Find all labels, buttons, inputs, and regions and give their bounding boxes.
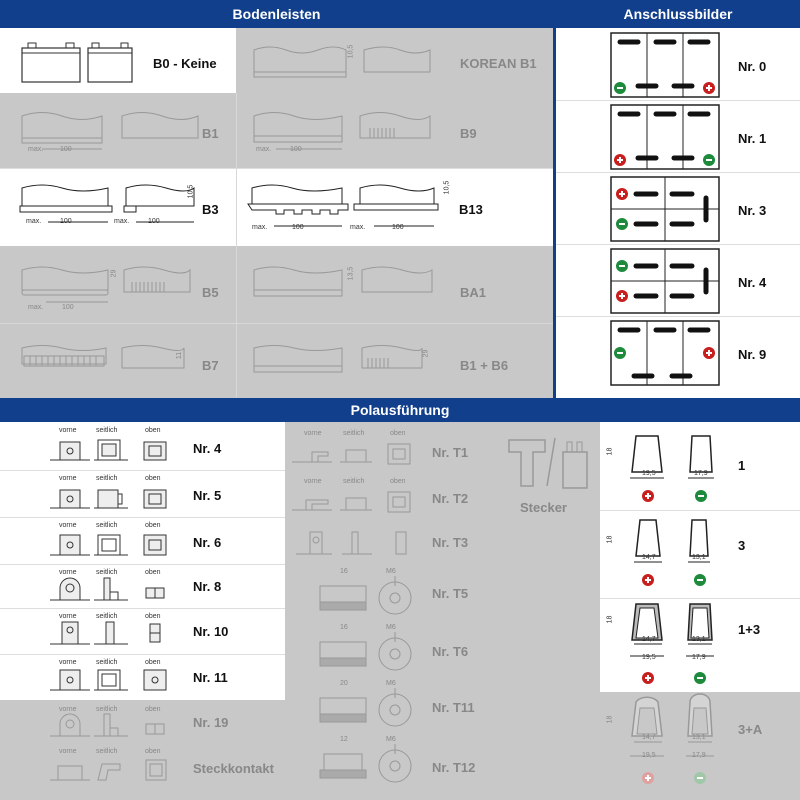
stecker-icon [505,436,595,496]
view-label-oben-steck: oben [145,748,161,755]
label-pol-left-nr4: Nr. 4 [193,441,222,456]
dim-ba1-13-5: 13,5 [347,266,355,281]
header-anschlussbilder: Anschlussbilder [556,0,800,28]
view-label-oben-t2: oben [390,478,406,485]
dim-t5-m6: M6 [386,568,396,575]
dim-b3-max-1: max. [26,218,42,225]
view-label-oben-11: oben [145,659,161,666]
view-label-vorne-8: vorne [59,569,77,576]
label-b13: B13 [459,202,483,217]
label-anschluss-1: Nr. 1 [738,131,767,146]
label-pol-left-nr11: Nr. 11 [193,670,228,685]
label-pol-t3: Nr. T3 [432,535,469,550]
dim-b13-max-2: max. [350,224,366,231]
battery-b5-drawing [18,260,198,315]
terminal-nr10-drawing [50,620,170,650]
label-pol-t12: Nr. T12 [432,760,476,775]
terminal-t6-drawing [300,632,430,682]
view-label-seitlich-8: seitlich [96,569,118,576]
column-divider [236,93,237,398]
view-label-seitlich-6: seitlich [96,522,118,529]
label-pol-left-nr8: Nr. 8 [193,579,222,594]
dim-b7-11: 11 [176,351,184,360]
label-pol-t2: Nr. T2 [432,491,469,506]
terminal-nr5-drawing [50,484,170,514]
view-label-oben-10: oben [145,613,161,620]
dim-b9-max: max. [256,146,272,153]
dim-r13-minus-inner: 13,1 [692,636,706,643]
view-label-seitlich-19: seitlich [96,706,118,713]
label-b0: B0 - Keine [153,56,217,71]
anschluss-separator-3 [556,244,800,245]
label-pole-3: 3 [738,538,746,553]
label-pol-left-nr6: Nr. 6 [193,535,222,550]
battery-b7-drawing [18,340,198,385]
label-b1-b6: B1 + B6 [460,358,509,373]
label-stecker: Stecker [520,500,567,515]
label-pol-t5: Nr. T5 [432,586,469,601]
connection-diagram-9 [610,320,720,386]
view-label-vorne-5: vorne [59,475,77,482]
dim-b13-max-1: max. [252,224,268,231]
view-label-oben-6: oben [145,522,161,529]
label-pole-1-3: 1+3 [738,622,761,637]
terminal-nr4-drawing [50,436,170,466]
terminal-nr8-drawing [50,576,170,606]
terminal-t11-drawing [300,688,430,738]
dim-t5-16: 16 [340,568,348,575]
label-pol-left-nr10: Nr. 10 [193,624,229,639]
label-b5: B5 [202,285,219,300]
dim-t12-12: 12 [340,736,348,743]
dim-r1-h18: 18 [606,447,614,456]
terminal-t12-drawing [300,744,430,794]
view-label-seitlich-5: seitlich [96,475,118,482]
header-bodenleisten: Bodenleisten [0,0,553,28]
connection-diagram-3 [610,176,720,242]
dim-t12-m6: M6 [386,736,396,743]
dim-b1b6-29: 29 [422,349,430,358]
dim-b13-10-5: 10,5 [443,180,451,195]
dim-t11-m8: M6 [386,680,396,687]
dim-r3-minus: 13,1 [692,554,706,561]
dim-r13-minus-outer: 17,9 [692,654,706,661]
dim-b5-max: max. [28,304,44,311]
dim-r3a-h18: 18 [606,715,614,724]
battery-b0-drawing [18,40,148,86]
dim-r3-h18: 18 [606,535,614,544]
pol-left-sep-2 [0,517,285,518]
pol-left-sep-3 [0,564,285,565]
label-pol-left-nr5: Nr. 5 [193,488,222,503]
dim-r3-plus: 14,7 [642,554,656,561]
label-pole-3-a: 3+A [738,722,763,737]
view-label-seitlich-11: seitlich [96,659,118,666]
view-label-oben-8: oben [145,569,161,576]
label-pol-left-steckkontakt: Steckkontakt [193,761,274,776]
dim-b3-100-1: 100 [60,218,72,225]
view-label-vorne-t1: vorne [304,430,322,437]
pole-type1-drawing [620,432,730,502]
dim-b5-29: 29 [110,269,118,278]
label-b1: B1 [202,126,219,141]
view-label-vorne-19: vorne [59,706,77,713]
dim-r13-plus-outer: 19,5 [642,654,656,661]
view-label-vorne-t2: vorne [304,478,322,485]
battery-b13-drawing [244,180,454,235]
dim-r3a-plus-inner: 14,7 [642,734,656,741]
dim-b3-max-2: max. [114,218,130,225]
dim-r1-minus: 17,9 [694,470,708,477]
dim-r3a-plus-outer: 19,5 [642,752,656,759]
dim-b13-100-1: 100 [292,224,304,231]
label-anschluss-9: Nr. 9 [738,347,767,362]
label-anschluss-0: Nr. 0 [738,59,767,74]
label-korean-b1: KOREAN B1 [460,56,537,71]
view-label-seitlich-t1: seitlich [343,430,365,437]
label-pol-t1: Nr. T1 [432,445,469,460]
terminal-t3-drawing [292,528,422,562]
view-label-vorne-4: vorne [59,427,77,434]
pole-type1-3-drawing [620,602,730,688]
terminal-nr19-drawing [50,712,170,742]
view-label-vorne-6: vorne [59,522,77,529]
terminal-t2-drawing [292,488,422,516]
pol-left-sep-5 [0,654,285,655]
dim-b13-100-2: 100 [392,224,404,231]
dim-korean-b1: 10,5 [347,44,355,59]
terminal-t1-drawing [292,440,422,468]
pol-left-sep-1 [0,470,285,471]
dim-t6-16: 16 [340,624,348,631]
dim-b3-100-2: 100 [148,218,160,225]
terminal-steckkontakt-drawing [50,756,170,786]
dim-r1-plus: 19,5 [642,470,656,477]
pol-right-sep-2 [600,598,800,599]
dim-t6-m6: M6 [386,624,396,631]
connection-diagram-4 [610,248,720,314]
label-ba1: BA1 [460,285,487,300]
connection-diagram-0 [610,32,720,98]
anschluss-separator-1 [556,100,800,101]
view-label-oben-t1: oben [390,430,406,437]
view-label-vorne-11: vorne [59,659,77,666]
dim-b1-max: max. [28,146,44,153]
label-b3: B3 [202,202,219,217]
label-b7: B7 [202,358,219,373]
view-label-seitlich-t2: seitlich [343,478,365,485]
terminal-t5-drawing [300,576,430,626]
header-polausfuehrung: Polausführung [0,398,800,422]
terminal-nr6-drawing [50,531,170,561]
label-pol-t6: Nr. T6 [432,644,469,659]
terminal-nr11-drawing [50,666,170,696]
dim-b5-100: 100 [62,304,74,311]
dim-r13-h18: 18 [606,615,614,624]
dim-b3-10-5: 10,5 [187,184,195,199]
anschluss-separator-2 [556,172,800,173]
connection-diagram-1 [610,104,720,170]
battery-b1b6-drawing [250,340,450,385]
pole-type3a-drawing [620,700,730,800]
view-label-vorne-10: vorne [59,613,77,620]
view-label-vorne-steck: vorne [59,748,77,755]
battery-b1-drawing [18,104,198,159]
view-label-seitlich-10: seitlich [96,613,118,620]
pole-type3-drawing [620,516,730,588]
view-label-seitlich-steck: seitlich [96,748,118,755]
battery-b9-drawing [250,104,440,159]
label-pol-left-nr19: Nr. 19 [193,715,229,730]
view-label-oben-4: oben [145,427,161,434]
battery-b3-drawing [18,180,208,235]
dim-r3a-minus-outer: 17,9 [692,752,706,759]
label-pole-1: 1 [738,458,746,473]
section-divider [553,0,556,398]
label-pol-t11: Nr. T11 [432,700,475,715]
view-label-oben-5: oben [145,475,161,482]
dim-b9-100: 100 [290,146,302,153]
label-b9: B9 [460,126,477,141]
label-anschluss-3: Nr. 3 [738,203,767,218]
view-label-oben-19: oben [145,706,161,713]
dim-t11-20: 20 [340,680,348,687]
dim-r13-plus-inner: 14,7 [642,636,656,643]
pol-left-sep-4 [0,608,285,609]
dim-b1-100: 100 [60,146,72,153]
anschluss-separator-4 [556,316,800,317]
pol-right-sep-1 [600,510,800,511]
label-anschluss-4: Nr. 4 [738,275,767,290]
view-label-seitlich-4: seitlich [96,427,118,434]
dim-r3a-minus-inner: 13,1 [692,734,706,741]
